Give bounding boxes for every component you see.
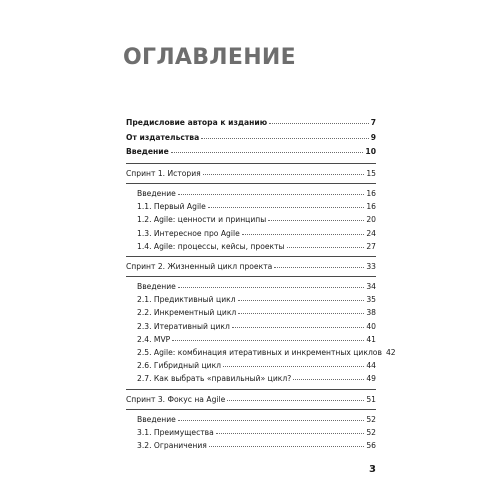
toc-entry-page: 34 xyxy=(366,282,376,292)
toc-entry-page: 56 xyxy=(366,441,376,451)
toc-entry-page: 40 xyxy=(366,321,376,331)
toc-entry-label: Предисловие автора к изданию xyxy=(126,118,268,127)
toc-entry[interactable] xyxy=(126,280,376,293)
dot-leader xyxy=(238,300,365,301)
toc-sprint-3 xyxy=(126,393,376,410)
toc-entry-page: 9 xyxy=(370,132,376,142)
toc-entry-page: 24 xyxy=(366,228,376,238)
toc-entry-page: 10 xyxy=(365,147,376,157)
toc-entry-label: Введение xyxy=(137,188,176,198)
dot-leader xyxy=(242,234,365,235)
toc-entry-label: 2.2. Инкрементный цикл xyxy=(137,308,237,318)
toc-entry-label: 2.6. Гибридный цикл xyxy=(137,361,222,371)
toc-entry-label: 1.4. Agile: процессы, кейсы, проекты xyxy=(137,241,285,251)
toc-entry[interactable] xyxy=(126,306,376,319)
toc-entry-publisher-note[interactable] xyxy=(126,131,376,146)
dot-leader xyxy=(172,340,364,341)
toc-sprint-3-items xyxy=(126,413,376,456)
toc-entry-label: 1.2. Agile: ценности и принципы xyxy=(137,215,267,225)
toc-entry-label: 2.3. Итеративный цикл xyxy=(137,321,230,331)
dot-leader xyxy=(232,327,364,328)
toc-entry-introduction[interactable] xyxy=(126,145,376,160)
toc-entry[interactable] xyxy=(126,187,376,200)
dot-leader xyxy=(203,174,365,175)
toc-sprint-heading[interactable] xyxy=(126,260,376,273)
toc-entry-label: 3.2. Ограничения xyxy=(137,441,207,451)
toc-entry-label: Введение xyxy=(137,414,176,424)
dot-leader xyxy=(171,152,364,153)
dot-leader xyxy=(268,220,364,221)
dot-leader xyxy=(269,123,369,124)
toc-entry[interactable] xyxy=(126,426,376,439)
toc-entry-page: 7 xyxy=(370,118,376,127)
toc-entry-label: Спринт 3. Фокус на Agile xyxy=(126,394,226,404)
dot-leader xyxy=(293,379,364,380)
dot-leader xyxy=(274,267,364,268)
toc-entry-page: 52 xyxy=(366,414,376,424)
dot-leader xyxy=(201,138,368,139)
dot-leader xyxy=(178,194,364,195)
toc-entry-page: 15 xyxy=(366,168,376,178)
toc-entry-page: 16 xyxy=(366,202,376,212)
toc-entry-label: 2.1. Предиктивный цикл xyxy=(137,295,236,305)
toc-entry-page: 20 xyxy=(366,215,376,225)
toc-entry[interactable] xyxy=(126,359,376,372)
toc-entry-label: Введение xyxy=(137,282,176,292)
toc-entry[interactable] xyxy=(126,293,376,306)
dot-leader xyxy=(216,433,365,434)
toc-entry-label: 1.1. Первый Agile xyxy=(137,202,206,212)
toc-entry[interactable] xyxy=(126,240,376,253)
dot-leader xyxy=(178,287,364,288)
toc-entry-page: 16 xyxy=(366,188,376,198)
toc-sprint-2-items xyxy=(126,280,396,390)
toc-entry-page: 52 xyxy=(366,427,376,437)
toc-sprint-heading[interactable] xyxy=(126,167,376,180)
toc-entry-author-preface[interactable] xyxy=(126,116,376,131)
toc-entry-page: 33 xyxy=(366,261,376,271)
toc-entry-label: Введение xyxy=(126,147,169,157)
dot-leader xyxy=(223,366,364,367)
toc-entry-page: 42 xyxy=(385,348,396,358)
toc-entry[interactable] xyxy=(126,200,376,213)
toc-entry-page: 44 xyxy=(366,361,376,371)
dot-leader xyxy=(287,247,365,248)
toc-entry-label: 2.7. Как выбрать «правильный» цикл? xyxy=(137,374,292,384)
toc-entry-page: 35 xyxy=(366,295,376,305)
toc-entry-page: 51 xyxy=(366,394,376,404)
toc-entry[interactable] xyxy=(126,333,376,346)
page-title: ОГЛАВЛЕНИЕ xyxy=(123,45,296,70)
toc-sprint-1 xyxy=(126,167,376,184)
toc-entry[interactable] xyxy=(126,372,376,385)
toc-entry-label: От издательства xyxy=(126,132,200,142)
toc-front-matter xyxy=(126,116,376,164)
dot-leader xyxy=(209,446,364,447)
toc-entry-page: 41 xyxy=(366,334,376,344)
toc-entry[interactable] xyxy=(126,346,396,359)
toc-entry-page: 49 xyxy=(366,374,376,384)
toc-entry-label: Спринт 2. Жизненный цикл проекта xyxy=(126,261,273,271)
toc-entry[interactable] xyxy=(126,213,376,226)
toc-entry-label: Спринт 1. История xyxy=(126,168,201,178)
page-number: 3 xyxy=(369,464,376,475)
toc-entry-label: 2.5. Agile: комбинация итеративных и инкрементных циклов xyxy=(137,348,382,358)
toc-entry-page: 38 xyxy=(366,308,376,318)
dot-leader xyxy=(208,207,364,208)
toc-entry[interactable] xyxy=(126,320,376,333)
toc-entry-label: 3.1. Преимущества xyxy=(137,427,214,437)
toc-entry[interactable] xyxy=(126,227,376,240)
toc-sprint-2 xyxy=(126,260,376,277)
dot-leader xyxy=(227,400,364,401)
toc-entry[interactable] xyxy=(126,439,376,452)
toc-entry-page: 27 xyxy=(366,241,376,251)
dot-leader xyxy=(238,313,364,314)
dot-leader xyxy=(178,420,364,421)
toc-entry[interactable] xyxy=(126,413,376,426)
toc-sprint-heading[interactable] xyxy=(126,393,376,406)
toc-entry-label: 2.4. MVP xyxy=(137,334,171,344)
toc-sprint-1-items xyxy=(126,187,376,257)
table-of-contents xyxy=(126,116,396,458)
toc-entry-label: 1.3. Интересное про Agile xyxy=(137,228,240,238)
